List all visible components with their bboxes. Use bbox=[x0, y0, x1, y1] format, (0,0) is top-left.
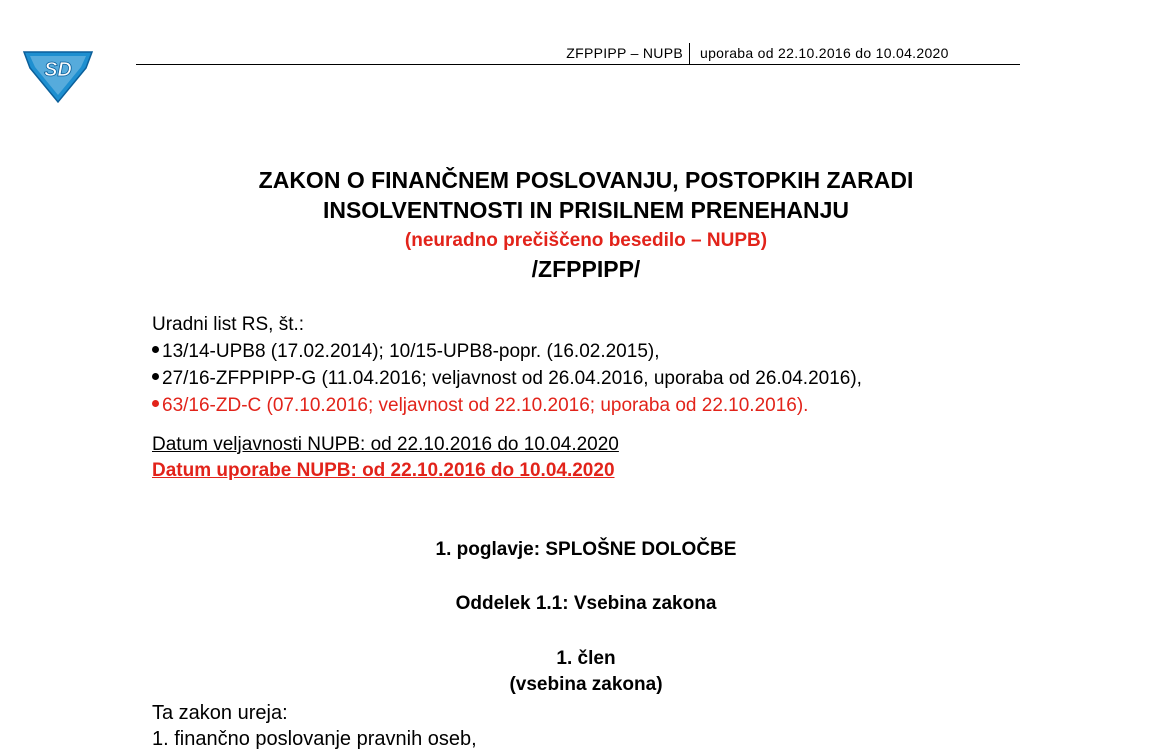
article-item: 1. finančno poslovanje pravnih oseb, bbox=[152, 728, 477, 750]
gazette-item-text: 13/14-UPB8 (17.02.2014); 10/15-UPB8-popr. (16.02.2015), bbox=[162, 341, 660, 362]
sd-shield-logo-icon bbox=[20, 46, 96, 104]
gazette-item-text: 63/16-ZD-C (07.10.2016; veljavnost od 22.10.2016; uporaba od 22.10.2016). bbox=[162, 395, 809, 416]
header-divider bbox=[689, 43, 690, 64]
article-number: 1. člen bbox=[556, 648, 616, 669]
law-subtitle: (neuradno prečiščeno besedilo – NUPB) bbox=[404, 230, 768, 251]
gazette-item bbox=[152, 368, 862, 390]
application-date: Datum uporabe NUPB: od 22.10.2016 do 10.04.2020 bbox=[152, 460, 615, 481]
section-heading: Oddelek 1.1: Vsebina zakona bbox=[455, 593, 717, 614]
gazette-heading: Uradni list RS, št.: bbox=[152, 314, 305, 335]
chapter-heading: 1. poglavje: SPLOŠNE DOLOČBE bbox=[435, 539, 737, 560]
header-validity: uporaba od 22.10.2016 do 10.04.2020 bbox=[700, 45, 949, 61]
gazette-item bbox=[152, 395, 808, 417]
bullet-icon bbox=[152, 346, 159, 353]
bullet-icon bbox=[152, 373, 159, 380]
gazette-item bbox=[152, 341, 660, 363]
gazette-item-text: 27/16-ZFPPIPP-G (11.04.2016; veljavnost od 26.04.2016, uporaba od 26.04.2016), bbox=[162, 368, 862, 389]
svg-text:SD: SD bbox=[44, 59, 72, 81]
article-title: (vsebina zakona) bbox=[509, 674, 663, 695]
header-doc-code: ZFPPIPP – NUPB bbox=[566, 45, 683, 61]
validity-date: Datum veljavnosti NUPB: od 22.10.2016 do 10.04.2020 bbox=[152, 434, 619, 455]
law-title-line1: ZAKON O FINANČNEM POSLOVANJU, POSTOPKIH ZARADI bbox=[258, 167, 914, 193]
article-intro: Ta zakon ureja: bbox=[152, 702, 288, 724]
header-rule bbox=[136, 64, 1020, 65]
bullet-icon bbox=[152, 400, 159, 407]
law-title-line2: INSOLVENTNOSTI IN PRISILNEM PRENEHANJU bbox=[322, 197, 850, 223]
law-abbreviation: /ZFPPIPP/ bbox=[531, 256, 641, 282]
